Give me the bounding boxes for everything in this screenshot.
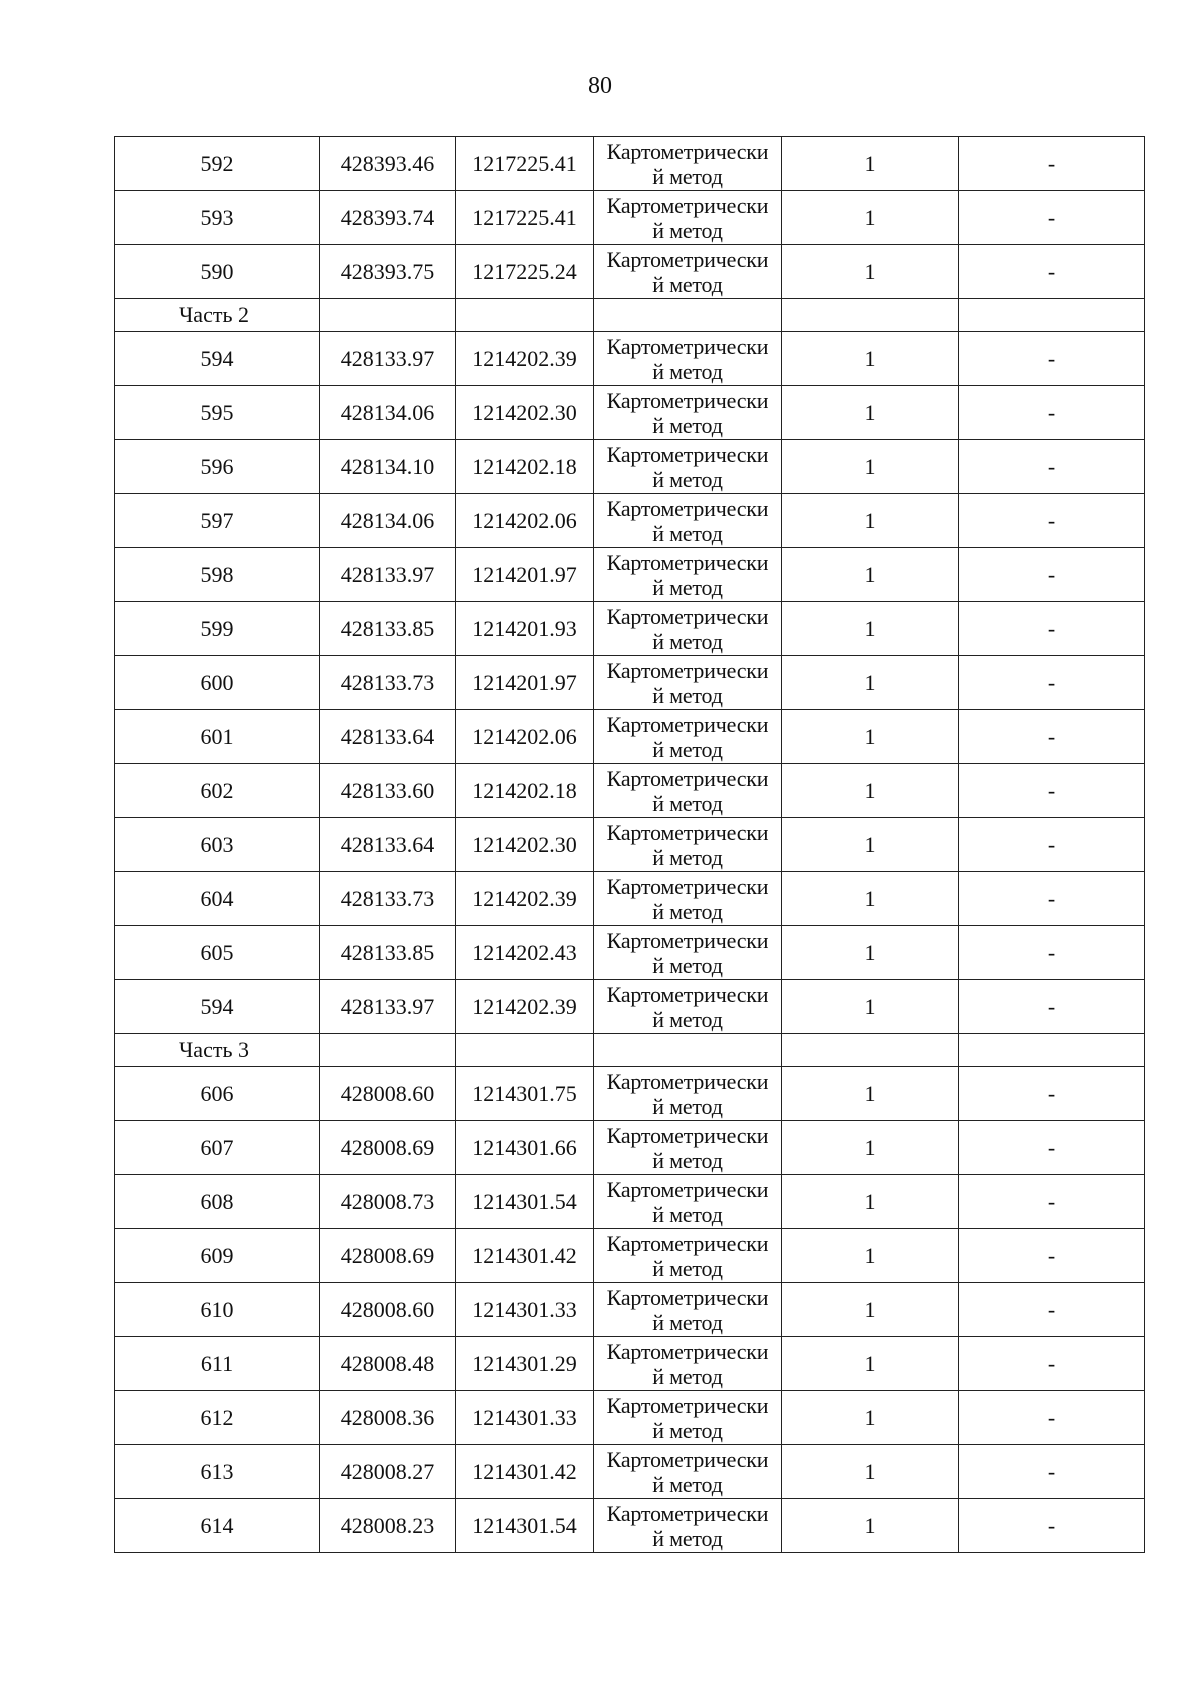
method-text-line-1: Картометрически: [606, 1338, 769, 1364]
point-number-cell: 595: [115, 386, 320, 440]
note-cell: -: [959, 764, 1145, 818]
table-row: [115, 1229, 1145, 1283]
method-text-line-1: Картометрически: [606, 138, 769, 164]
section-row: [115, 299, 1145, 332]
y-coordinate-cell: 1214301.66: [456, 1121, 594, 1175]
method-cell: [594, 494, 782, 548]
method-cell: [594, 980, 782, 1034]
accuracy-cell: 1: [782, 494, 959, 548]
x-coordinate-cell: 428008.60: [320, 1283, 456, 1337]
method-cell: [594, 656, 782, 710]
note-cell: -: [959, 656, 1145, 710]
method-cell: [594, 1445, 782, 1499]
method-text-line-1: Картометрически: [606, 441, 769, 467]
x-coordinate-cell: 428134.10: [320, 440, 456, 494]
method-text-line-2: й метод: [652, 1525, 723, 1551]
method-text-line-2: й метод: [652, 736, 723, 762]
method-text-line-2: й метод: [652, 682, 723, 708]
method-text-line-1: Картометрически: [606, 981, 769, 1007]
method-text-line-2: й метод: [652, 466, 723, 492]
method-text-line-1: Картометрически: [606, 1230, 769, 1256]
empty-cell: [320, 1034, 456, 1067]
point-number-cell: 603: [115, 818, 320, 872]
y-coordinate-cell: 1214202.39: [456, 980, 594, 1034]
accuracy-cell: 1: [782, 1067, 959, 1121]
y-coordinate-cell: 1214202.39: [456, 872, 594, 926]
x-coordinate-cell: 428133.73: [320, 656, 456, 710]
table-row: [115, 872, 1145, 926]
y-coordinate-cell: 1217225.41: [456, 191, 594, 245]
point-number-cell: 614: [115, 1499, 320, 1553]
method-cell: [594, 602, 782, 656]
note-cell: -: [959, 872, 1145, 926]
method-text-line-2: й метод: [652, 412, 723, 438]
point-number-cell: 598: [115, 548, 320, 602]
method-text-line-2: й метод: [652, 844, 723, 870]
accuracy-cell: 1: [782, 191, 959, 245]
note-cell: -: [959, 602, 1145, 656]
y-coordinate-cell: 1214201.97: [456, 656, 594, 710]
method-text-line-2: й метод: [652, 271, 723, 297]
y-coordinate-cell: 1214202.30: [456, 386, 594, 440]
table-row: [115, 602, 1145, 656]
method-cell: [594, 548, 782, 602]
method-text-line-2: й метод: [652, 628, 723, 654]
note-cell: -: [959, 386, 1145, 440]
x-coordinate-cell: 428008.69: [320, 1121, 456, 1175]
method-text-line-1: Картометрически: [606, 192, 769, 218]
table-row: [115, 1175, 1145, 1229]
table-row: [115, 386, 1145, 440]
point-number-cell: 613: [115, 1445, 320, 1499]
table-row: [115, 1283, 1145, 1337]
method-text-line-2: й метод: [652, 1201, 723, 1227]
point-number-cell: 592: [115, 137, 320, 191]
note-cell: -: [959, 1391, 1145, 1445]
note-cell: -: [959, 1283, 1145, 1337]
accuracy-cell: 1: [782, 137, 959, 191]
table-row: [115, 440, 1145, 494]
table-row: [115, 1067, 1145, 1121]
y-coordinate-cell: 1214202.06: [456, 710, 594, 764]
accuracy-cell: 1: [782, 1391, 959, 1445]
method-cell: [594, 1121, 782, 1175]
x-coordinate-cell: 428008.23: [320, 1499, 456, 1553]
point-number-cell: 596: [115, 440, 320, 494]
y-coordinate-cell: 1214201.97: [456, 548, 594, 602]
table-row: [115, 818, 1145, 872]
method-text-line-1: Картометрически: [606, 765, 769, 791]
point-number-cell: 597: [115, 494, 320, 548]
y-coordinate-cell: 1214301.54: [456, 1499, 594, 1553]
method-text-line-1: Картометрически: [606, 1446, 769, 1472]
x-coordinate-cell: 428133.85: [320, 926, 456, 980]
note-cell: -: [959, 1445, 1145, 1499]
empty-cell: [782, 299, 959, 332]
coordinates-table-body: [115, 137, 1145, 1553]
x-coordinate-cell: 428133.97: [320, 980, 456, 1034]
x-coordinate-cell: 428008.60: [320, 1067, 456, 1121]
accuracy-cell: 1: [782, 548, 959, 602]
table-row: [115, 980, 1145, 1034]
table-row: [115, 332, 1145, 386]
point-number-cell: 605: [115, 926, 320, 980]
table-row: [115, 710, 1145, 764]
method-text-line-1: Картометрически: [606, 1176, 769, 1202]
y-coordinate-cell: 1214301.29: [456, 1337, 594, 1391]
accuracy-cell: 1: [782, 386, 959, 440]
x-coordinate-cell: 428133.64: [320, 818, 456, 872]
method-cell: [594, 137, 782, 191]
method-text-line-1: Картометрически: [606, 603, 769, 629]
accuracy-cell: 1: [782, 1121, 959, 1175]
x-coordinate-cell: 428133.85: [320, 602, 456, 656]
y-coordinate-cell: 1214202.18: [456, 764, 594, 818]
page-number: 80: [588, 73, 612, 99]
method-text-line-1: Картометрически: [606, 819, 769, 845]
accuracy-cell: 1: [782, 656, 959, 710]
method-text-line-2: й метод: [652, 574, 723, 600]
method-cell: [594, 191, 782, 245]
empty-cell: [456, 299, 594, 332]
method-cell: [594, 764, 782, 818]
y-coordinate-cell: 1214202.30: [456, 818, 594, 872]
table-row: [115, 926, 1145, 980]
point-number-cell: 610: [115, 1283, 320, 1337]
method-cell: [594, 386, 782, 440]
point-number-cell: 599: [115, 602, 320, 656]
x-coordinate-cell: 428008.73: [320, 1175, 456, 1229]
method-text-line-2: й метод: [652, 520, 723, 546]
note-cell: -: [959, 818, 1145, 872]
method-cell: [594, 926, 782, 980]
note-cell: -: [959, 1337, 1145, 1391]
method-text-line-1: Картометрически: [606, 246, 769, 272]
point-number-cell: 612: [115, 1391, 320, 1445]
method-cell: [594, 1229, 782, 1283]
point-number-cell: 609: [115, 1229, 320, 1283]
x-coordinate-cell: 428134.06: [320, 386, 456, 440]
table-row: [115, 656, 1145, 710]
note-cell: -: [959, 1175, 1145, 1229]
method-cell: [594, 872, 782, 926]
method-text-line-2: й метод: [652, 217, 723, 243]
method-cell: [594, 1499, 782, 1553]
method-cell: [594, 1067, 782, 1121]
x-coordinate-cell: 428008.36: [320, 1391, 456, 1445]
accuracy-cell: 1: [782, 1499, 959, 1553]
note-cell: -: [959, 332, 1145, 386]
point-number-cell: 606: [115, 1067, 320, 1121]
method-text-line-1: Картометрически: [606, 387, 769, 413]
method-text-line-2: й метод: [652, 1093, 723, 1119]
table-row: [115, 1445, 1145, 1499]
x-coordinate-cell: 428133.97: [320, 548, 456, 602]
accuracy-cell: 1: [782, 980, 959, 1034]
point-number-cell: 607: [115, 1121, 320, 1175]
point-number-cell: 594: [115, 332, 320, 386]
y-coordinate-cell: 1214202.18: [456, 440, 594, 494]
method-text-line-1: Картометрически: [606, 333, 769, 359]
note-cell: -: [959, 710, 1145, 764]
y-coordinate-cell: 1214301.33: [456, 1391, 594, 1445]
method-text-line-1: Картометрически: [606, 1122, 769, 1148]
x-coordinate-cell: 428133.73: [320, 872, 456, 926]
table-row: [115, 1391, 1145, 1445]
method-cell: [594, 1337, 782, 1391]
method-text-line-2: й метод: [652, 1471, 723, 1497]
accuracy-cell: 1: [782, 818, 959, 872]
note-cell: -: [959, 548, 1145, 602]
y-coordinate-cell: 1214202.39: [456, 332, 594, 386]
accuracy-cell: 1: [782, 1229, 959, 1283]
note-cell: -: [959, 191, 1145, 245]
point-number-cell: 600: [115, 656, 320, 710]
section-row: [115, 1034, 1145, 1067]
method-text-line-2: й метод: [652, 163, 723, 189]
table-row: [115, 1499, 1145, 1553]
empty-cell: [959, 299, 1145, 332]
section-label: Часть 2: [115, 299, 320, 332]
method-text-line-1: Картометрически: [606, 657, 769, 683]
method-cell: [594, 245, 782, 299]
method-cell: [594, 332, 782, 386]
note-cell: -: [959, 1499, 1145, 1553]
y-coordinate-cell: 1214301.33: [456, 1283, 594, 1337]
point-number-cell: 608: [115, 1175, 320, 1229]
y-coordinate-cell: 1214301.54: [456, 1175, 594, 1229]
accuracy-cell: 1: [782, 602, 959, 656]
accuracy-cell: 1: [782, 1175, 959, 1229]
y-coordinate-cell: 1214202.06: [456, 494, 594, 548]
table-row: [115, 1121, 1145, 1175]
method-text-line-1: Картометрически: [606, 873, 769, 899]
accuracy-cell: 1: [782, 440, 959, 494]
method-text-line-2: й метод: [652, 1006, 723, 1032]
method-text-line-1: Картометрически: [606, 927, 769, 953]
method-cell: [594, 1391, 782, 1445]
note-cell: -: [959, 980, 1145, 1034]
x-coordinate-cell: 428008.27: [320, 1445, 456, 1499]
section-label: Часть 3: [115, 1034, 320, 1067]
x-coordinate-cell: 428133.60: [320, 764, 456, 818]
table-row: [115, 245, 1145, 299]
y-coordinate-cell: 1214301.42: [456, 1229, 594, 1283]
method-text-line-1: Картометрически: [606, 1500, 769, 1526]
x-coordinate-cell: 428008.48: [320, 1337, 456, 1391]
coordinates-table: [114, 136, 1145, 1553]
note-cell: -: [959, 1067, 1145, 1121]
point-number-cell: 590: [115, 245, 320, 299]
note-cell: -: [959, 1121, 1145, 1175]
empty-cell: [320, 299, 456, 332]
method-cell: [594, 440, 782, 494]
method-cell: [594, 818, 782, 872]
accuracy-cell: 1: [782, 332, 959, 386]
method-text-line-1: Картометрически: [606, 1392, 769, 1418]
method-text-line-1: Картометрически: [606, 1068, 769, 1094]
method-text-line-2: й метод: [652, 790, 723, 816]
x-coordinate-cell: 428393.75: [320, 245, 456, 299]
accuracy-cell: 1: [782, 710, 959, 764]
x-coordinate-cell: 428133.64: [320, 710, 456, 764]
accuracy-cell: 1: [782, 1283, 959, 1337]
method-text-line-2: й метод: [652, 1309, 723, 1335]
method-text-line-1: Картометрически: [606, 495, 769, 521]
accuracy-cell: 1: [782, 764, 959, 818]
accuracy-cell: 1: [782, 1337, 959, 1391]
empty-cell: [594, 1034, 782, 1067]
empty-cell: [959, 1034, 1145, 1067]
note-cell: -: [959, 494, 1145, 548]
x-coordinate-cell: 428133.97: [320, 332, 456, 386]
accuracy-cell: 1: [782, 872, 959, 926]
method-text-line-2: й метод: [652, 1417, 723, 1443]
point-number-cell: 593: [115, 191, 320, 245]
method-text-line-2: й метод: [652, 952, 723, 978]
note-cell: -: [959, 1229, 1145, 1283]
note-cell: -: [959, 926, 1145, 980]
point-number-cell: 604: [115, 872, 320, 926]
method-text-line-2: й метод: [652, 898, 723, 924]
method-text-line-1: Картометрически: [606, 549, 769, 575]
point-number-cell: 601: [115, 710, 320, 764]
y-coordinate-cell: 1214301.42: [456, 1445, 594, 1499]
y-coordinate-cell: 1217225.24: [456, 245, 594, 299]
point-number-cell: 602: [115, 764, 320, 818]
method-cell: [594, 1175, 782, 1229]
note-cell: -: [959, 245, 1145, 299]
table-row: [115, 548, 1145, 602]
method-text-line-2: й метод: [652, 1147, 723, 1173]
accuracy-cell: 1: [782, 245, 959, 299]
point-number-cell: 594: [115, 980, 320, 1034]
x-coordinate-cell: 428393.74: [320, 191, 456, 245]
method-text-line-2: й метод: [652, 1363, 723, 1389]
y-coordinate-cell: 1214201.93: [456, 602, 594, 656]
empty-cell: [782, 1034, 959, 1067]
method-cell: [594, 1283, 782, 1337]
note-cell: -: [959, 137, 1145, 191]
y-coordinate-cell: 1217225.41: [456, 137, 594, 191]
x-coordinate-cell: 428134.06: [320, 494, 456, 548]
table-row: [115, 1337, 1145, 1391]
empty-cell: [456, 1034, 594, 1067]
table-row: [115, 494, 1145, 548]
note-cell: -: [959, 440, 1145, 494]
accuracy-cell: 1: [782, 1445, 959, 1499]
method-text-line-1: Картометрически: [606, 711, 769, 737]
method-text-line-1: Картометрически: [606, 1284, 769, 1310]
x-coordinate-cell: 428008.69: [320, 1229, 456, 1283]
table-row: [115, 191, 1145, 245]
method-text-line-2: й метод: [652, 358, 723, 384]
table-row: [115, 137, 1145, 191]
y-coordinate-cell: 1214301.75: [456, 1067, 594, 1121]
table-row: [115, 764, 1145, 818]
point-number-cell: 611: [115, 1337, 320, 1391]
x-coordinate-cell: 428393.46: [320, 137, 456, 191]
empty-cell: [594, 299, 782, 332]
y-coordinate-cell: 1214202.43: [456, 926, 594, 980]
method-cell: [594, 710, 782, 764]
accuracy-cell: 1: [782, 926, 959, 980]
method-text-line-2: й метод: [652, 1255, 723, 1281]
